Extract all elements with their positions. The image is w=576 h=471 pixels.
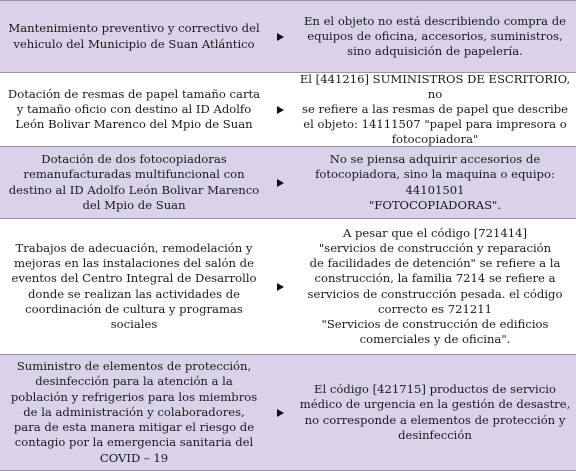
row-observation: El código [421715] productos de servicio médico de urgencia en la gestión de desastre, no corresponde a elementos de protección y desinfección (299, 382, 571, 442)
table-row (0, 72, 576, 146)
arrow-icon (268, 33, 292, 41)
row-description: Dotación de resmas de papel tamaño carta y tamaño oficio con destino al ID Adolfo León Bolivar Marenco del Mpio de Suan (7, 86, 261, 132)
table-row (0, 0, 576, 72)
arrow-icon (268, 106, 292, 114)
row-observation: No se piensa adquirir accesorios de fotocopiadora, sino la maquina o equipo: 44101501 "FOTOCOPIADORAS". (315, 152, 555, 212)
row-observation: A pesar que el código [721414] "servicios de construcción y reparación de facilidades de detención" se refiere a la construcción, la familia 7214 se refiere a servicios de construcción pesada. el código correcto es 721211 "Servicios de construcción de edificios comerciales y de oficina". (307, 225, 563, 347)
row-description: Dotación de dos fotocopiadoras remanufacturadas multifuncional con destino al ID Adolfo León Bolivar Marenco del Mpio de Suan (8, 152, 260, 212)
row-description: Mantenimiento preventivo y correctivo del vehiculo del Municipio de Suan Atlántico (8, 21, 260, 51)
arrow-icon (268, 409, 292, 417)
row-observation: El [441216] SUMINISTROS DE ESCRITORIO, no se refiere a las resmas de papel que describe el objeto: 14111507 "papel para impresora o fotocopiadora" (299, 71, 571, 147)
table-row (0, 218, 576, 354)
table-row (0, 146, 576, 218)
row-observation: En el objeto no está describiendo compra de equipos de oficina, accesorios, suministros, sino adquisición de papelería. (303, 13, 567, 59)
row-description: Trabajos de adecuación, remodelación y mejoras en las instalaciones del salón de eventos del Centro Integral de Desarrollo donde se realizan las actividades de coordinación de cultura y programas sociales (11, 240, 257, 331)
arrow-icon (268, 283, 292, 291)
arrow-icon (268, 179, 292, 187)
table-row (0, 354, 576, 471)
row-description: Suministro de elementos de protección, desinfección para la atención a la población y refrigerios para los miembros de la administración y colaboradores, para de esta manera mitigar el riesgo de contagio por la emergencia sanitaria del COVID – 19 (10, 359, 258, 465)
